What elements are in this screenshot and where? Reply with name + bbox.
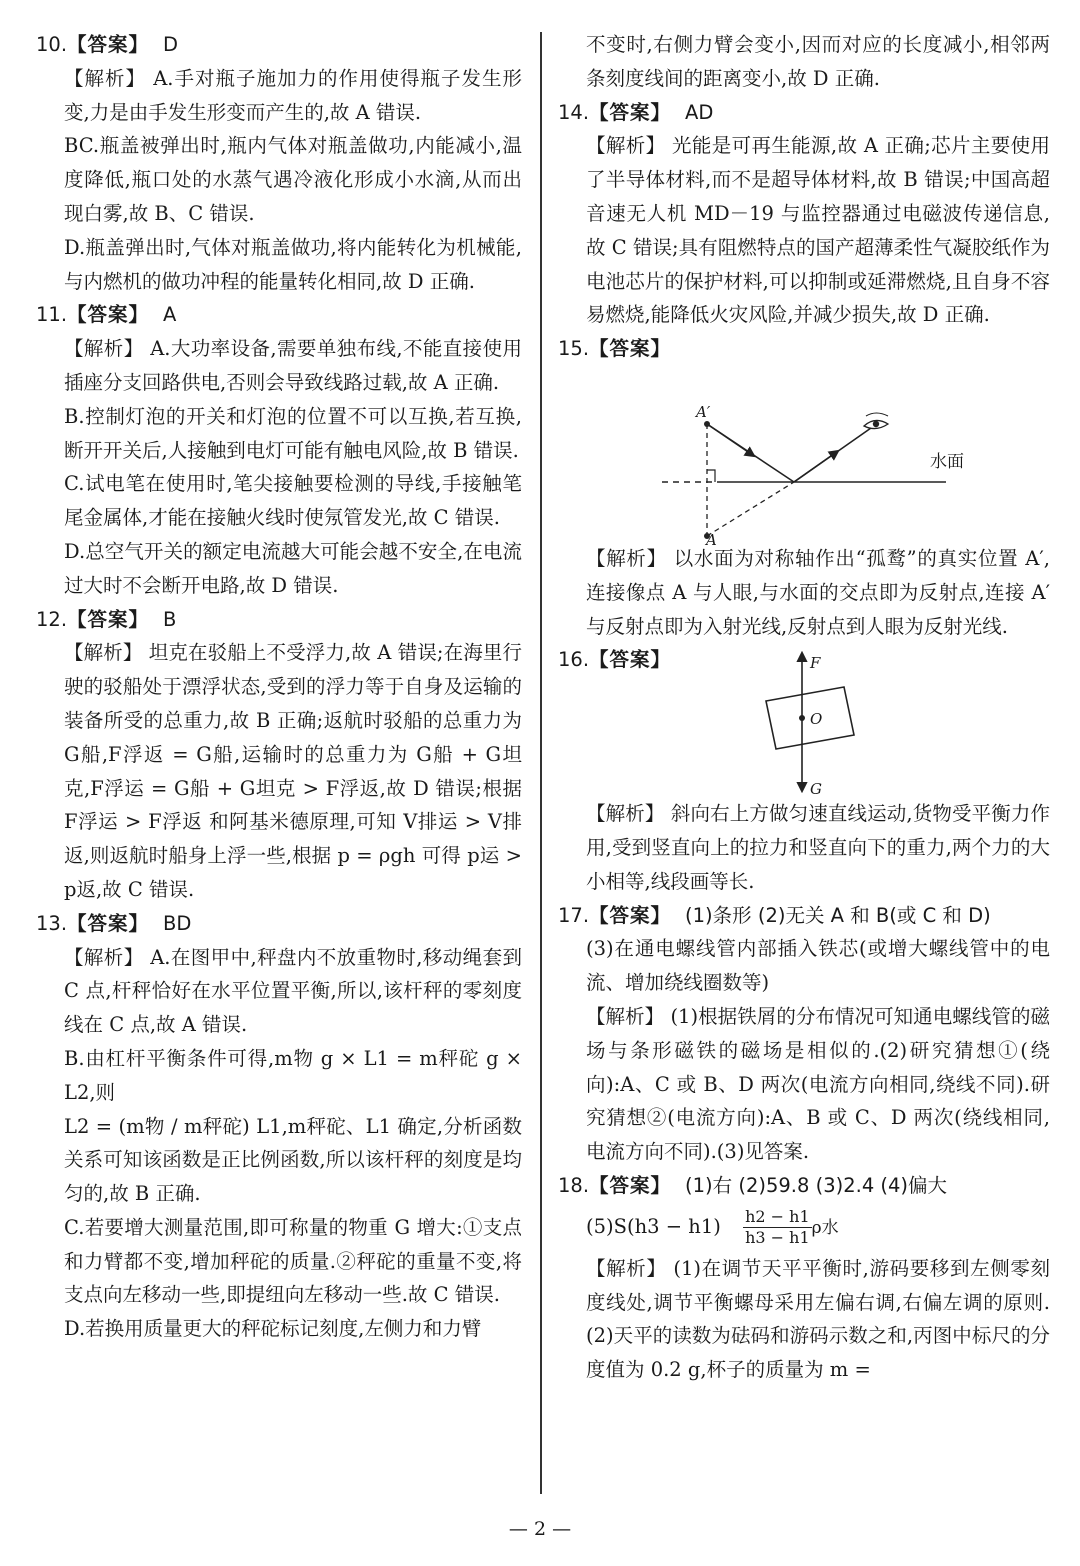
question-number: 17. <box>558 903 590 927</box>
analysis-line: 【解析】 斜向右上方做匀速直线运动,货物受平衡力作用,受到竖直向上的拉力和竖直向下的重力,两个力的大小相等,线段画等长. <box>586 802 1050 893</box>
analysis-line: 【解析】 (1)根据铁屑的分布情况可知通电螺线管的磁场与条形磁铁的磁场是相似的.(2)研究猜想①(绕向):A、C 或 B、D 两次(电流方向相同,绕线不同).研究猜想②(电流方向):A、B 或 C、D 两次(绕线相同,电流方向不同).(3)见答案. <box>586 1004 1050 1164</box>
answer-value: B <box>163 607 177 631</box>
question-number: 18. <box>558 1173 590 1197</box>
label-water-surface: 水面 <box>930 451 964 472</box>
analysis-line: BC.瓶盖被弹出时,瓶内气体对瓶盖做功,内能减小,温度降低,瓶口处的水蒸气遇冷液化形成小水滴,从而出现白雾,故 B、C 错误. <box>64 134 522 225</box>
force-svg <box>558 649 1038 797</box>
question-number: 15. <box>558 337 590 361</box>
image-dashed-ray <box>707 482 794 536</box>
question-number: 13. <box>36 911 68 935</box>
answer-tag: 【答案】 <box>589 1173 672 1197</box>
question-12 <box>36 603 522 637</box>
answer-tag: 【答案】 <box>589 100 672 124</box>
force-diagram <box>558 649 1050 797</box>
page-number: — 2 — <box>508 1518 572 1540</box>
eye-icon <box>864 413 888 429</box>
question-number: 11. <box>36 303 68 327</box>
question-10 <box>36 28 522 62</box>
question-14 <box>558 96 1050 130</box>
answer-tag: 【答案】 <box>589 648 672 672</box>
question-17 <box>558 899 1050 933</box>
question-number: 10. <box>36 33 68 56</box>
question-number: 16. <box>558 648 590 672</box>
fraction-denominator: h3 − h1 <box>745 1227 810 1247</box>
answer-line-5 <box>558 1203 1050 1252</box>
question-13 <box>36 907 522 941</box>
answer-tag: 【答案】 <box>67 303 150 327</box>
analysis-line: 【解析】 坦克在驳船上不受浮力,故 A 错误;在海里行驶的驳船处于漂浮状态,受到的浮力等于自身及运输的装备所受的总重力,故 B 正确;返航时驳船的总重力为 G船,F浮返 = G船,运输时的总重力为 G船 + G坦克,F浮运 = G船 + G坦克 > F浮返,故 D 错误;根据 F浮运 > F浮返 和阿基米德原理,可知 V排运 > V排返,则返航时船身上浮一些,根据 p = ρgh 可得 p运 > p返,故 C 错误. <box>64 641 522 901</box>
analysis-line: B.控制灯泡的开关和灯泡的位置不可以互换,若互换,断开开关后,人接触到电灯可能有触电风险,故 B 错误. <box>64 404 522 462</box>
analysis-line: 【解析】 以水面为对称轴作出“孤鹜”的真实位置 A′,连接像点 A 与人眼,与水面的交点即为反射点,连接 A′与反射点即为入射光线,反射点到人眼为反射光线. <box>586 546 1050 638</box>
left-column <box>36 28 522 1346</box>
analysis-line: C.若要增大测量范围,即可称量的物重 G 增大:①支点和力臂都不变,增加秤砣的质量.②秤砣的重量不变,将支点向左移动一些,即提纽向左移动一些.故 C 错误. <box>64 1215 522 1307</box>
question-18 <box>558 1169 1050 1203</box>
answer-line: (3)在通电螺线管内部插入铁芯(或增大螺线管中的电流、增加绕线圈数等) <box>586 937 1050 995</box>
question-15 <box>558 332 1050 366</box>
answer-tag: 【答案】 <box>589 903 672 927</box>
answer-value: AD <box>685 100 714 124</box>
label-o: O <box>810 710 823 729</box>
label-g: G <box>810 780 822 799</box>
question-11 <box>36 298 522 332</box>
label-a: A <box>706 530 717 549</box>
answer-tag: 【答案】 <box>67 607 150 631</box>
reflection-svg <box>558 366 1038 542</box>
answer-value: (1)条形 (2)无关 A 和 B(或 C 和 D) <box>685 903 991 927</box>
answer-value: D <box>163 33 179 56</box>
analysis-line: C.试电笔在使用时,笔尖接触要检测的导线,手接触笔尾金属体,才能在接触火线时使氖管发光,故 C 错误. <box>64 472 522 530</box>
reflection-diagram <box>558 366 1050 549</box>
rho-water: ρ水 <box>811 1217 839 1238</box>
answer-value: (1)右 (2)59.8 (3)2.4 (4)偏大 <box>685 1173 948 1197</box>
answer-tag: 【答案】 <box>67 33 150 56</box>
reflected-arrow <box>794 451 838 482</box>
right-angle-mark <box>707 470 715 482</box>
fraction-numerator: h2 − h1 <box>745 1206 810 1226</box>
answer-tag: 【答案】 <box>67 911 150 935</box>
label-f: F <box>810 654 821 673</box>
analysis-line: L2 = (m物 / m秤砣) L1,m秤砣、L1 确定,分析函数关系可知该函数是正比例函数,所以该杆秤的刻度是均匀的,故 B 正确. <box>64 1114 522 1206</box>
answer-tag: 【答案】 <box>589 337 672 361</box>
answer-value: A <box>163 303 177 327</box>
incident-arrow <box>707 424 754 456</box>
question-number: 14. <box>558 100 590 124</box>
column-divider <box>540 32 542 1494</box>
analysis-line: 【解析】 光能是可再生能源,故 A 正确;芯片主要使用了半导体材料,而不是超导体材料,故 B 错误;中国高超音速无人机 MD－19 与监控器通过电磁波传递信息,故 C 错误;具有阻燃特点的国产超薄柔性气凝胶纸作为电池芯片的保护材料,可以抑制或延滞燃烧,且自身不容易燃烧,能降低火灾风险,并减少损失,故 D 正确. <box>586 134 1050 327</box>
analysis-line: D.若换用质量更大的秤砣标记刻度,左侧力和力臂 <box>64 1317 482 1341</box>
analysis-line: B.由杠杆平衡条件可得,m物 g × L1 = m秤砣 g × L2,则 <box>64 1046 522 1104</box>
right-column <box>558 28 1050 1387</box>
answer-value: BD <box>163 911 192 935</box>
analysis-line: D.瓶盖弹出时,气体对瓶盖做功,将内能转化为机械能,与内燃机的做功冲程的能量转化相同,故 D 正确. <box>64 235 522 293</box>
analysis-line: 【解析】 A.手对瓶子施加力的作用使得瓶子发生形变,力是由手发生形变而产生的,故 A 错误. <box>64 66 522 124</box>
density-fraction <box>743 1207 812 1248</box>
analysis-line: 【解析】 (1)在调节天平平衡时,游码要移到左侧零刻度线处,调节平衡螺母采用左偏右调,右偏左调的原则.(2)天平的读数为砝码和游码示数之和,丙图中标尺的分度值为 0.2 g,杯子的质量为 m = <box>586 1256 1050 1382</box>
analysis-continued: 不变时,右侧力臂会变小,因而对应的长度减小,相邻两条刻度线间的距离变小,故 D 正确. <box>586 33 1050 90</box>
center-point-o <box>799 715 805 721</box>
analysis-line: 【解析】 A.在图甲中,秤盘内不放重物时,移动绳套到 C 点,杆秤恰好在水平位置平衡,所以,该杆秤的零刻度线在 C 点,故 A 错误. <box>64 945 522 1037</box>
question-number: 12. <box>36 607 68 631</box>
analysis-line: 【解析】 A.大功率设备,需要单独布线,不能直接使用插座分支回路供电,否则会导致线路过载,故 A 正确. <box>64 337 522 394</box>
analysis-line: D.总空气开关的额定电流越大可能会越不安全,在电流过大时不会断开电路,故 D 错误. <box>64 539 522 597</box>
answer-5-expression: (5)S(h3 − h1) <box>586 1214 721 1238</box>
label-a-prime: A′ <box>696 402 711 421</box>
